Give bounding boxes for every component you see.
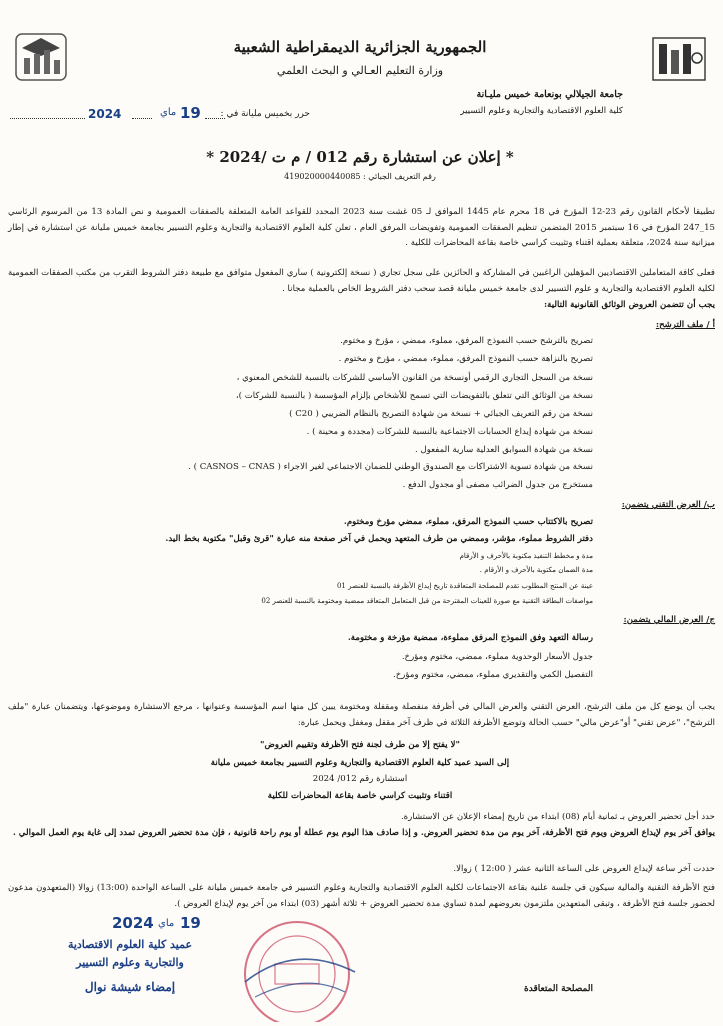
signature-date: 2024 ماي 19: [112, 914, 201, 932]
list-item: نسخة من رقم التعريف الجبائي + نسخة من شهادة التصريح بالنظام الضريبي ( C20 ): [289, 409, 593, 419]
intro-paragraph: فعلى كافة المتعاملين الاقتصاديين المؤهلين الراغبين في المشاركة و الحائزين على سجل تجاري ( نسخة إلكترونية ) ساري المفعول متوافق مع طبيعة دفتر الشروط التقرب من مكتب الصفقات العمومية لكلية العلوم الاقتصادية والتجارية و علوم التسيير لدى جامعة خميس مليانة قصد سحب دفتر الشروط الخاص بالعملية مجانا .: [8, 268, 715, 294]
list-item: نسخة من شهادة إيداع الحسابات الاجتماعية بالنسبة للشركات (مجددة و محينة ) .: [306, 427, 593, 437]
envelope-subject: اقتناء وتثبيت كراسي خاصة بقاعة المحاضرات للكلية: [267, 791, 453, 801]
deadline-paragraph: يوافق آخر يوم لإيداع العروض ويوم فتح الأظرفة، آخر يوم من مدة تحضير العروض. و إذا صادف هذا اليوم يوم عطلة أو يوم راحة قانونية ، فإن مدة تحضير العروض تمدد إلى غاية يوم العمل الموالي .: [12, 828, 715, 838]
list-item: تصريح بالاكتتاب حسب النموذج المرفق، مملوء، ممضي مؤرخ ومختوم.: [343, 517, 593, 527]
university-logo: [649, 34, 709, 84]
signature-title-1: عميد كلية العلوم الاقتصادية: [67, 938, 193, 951]
list-item: مدة و مخطط التنفيذ مكتوبة بالأحرف و الأرقام: [459, 552, 593, 560]
list-item: نسخة من شهادة السوابق العدلية سارية المفعول .: [415, 445, 593, 455]
date-month: ماي: [160, 107, 177, 118]
list-item: نسخة من السجل التجاري الرقمي أونسخة من القانون الأساسي للشركات بالنسبة للشخص المعنوي ،: [236, 373, 593, 383]
tax-id: رقم التعريف الجبائي : 419020000440085: [284, 172, 436, 181]
list-item: تصريح بالنزاهة حسب النموذج المرفق، مملوء، ممضي ، مؤرخ و مختوم .: [338, 354, 593, 364]
list-item: مستخرج من جدول الضرائب مصفى أو مجدول الدفع .: [402, 480, 593, 490]
university-name: جامعة الجيلالي بونعامة خميس مليـانة: [476, 89, 623, 100]
place-label: حرر بخميس مليانة في :: [220, 109, 310, 119]
list-item: مواصفات البطاقة التقنية مع صورة للعينات المقترحة من قبل المتعامل المتعاقد ممضية ومختومة بالنسبة للعنصر 02: [261, 597, 593, 605]
official-stamp: [225, 912, 385, 1022]
section-a-title: أ / ملف الترشح:: [655, 320, 715, 330]
envelope-addressee: إلى السيد عميد كلية العلوم الاقتصادية والتجارية وعلوم التسيير بجامعة خميس مليانة: [210, 758, 510, 768]
list-item: نسخة من الوثائق التي تتعلق بالتفويضات التي تسمح للأشخاص بإلزام المؤسسة ( بالنسبة للشركات )،: [235, 391, 593, 401]
list-item: رسالة التعهد وفق النموذج المرفق مملوءة، ممضية مؤرخة و مختومة.: [347, 633, 593, 643]
deadline-paragraph: حدد أجل تحضير العروض بـ ثمانية أيام (08) ابتداء من تاريخ إمضاء الإعلان عن الاستشارة.: [400, 812, 715, 822]
date-line: [10, 104, 310, 128]
signature-title-2: والتجارية وعلوم التسيير: [76, 956, 184, 969]
section-b-title: ب/ العرض التقني يتضمن:: [621, 500, 715, 510]
list-item: جدول الأسعار الوحدوية مملوء، ممضي، مختوم ومؤرخ.: [401, 652, 593, 662]
intro-paragraph: تطبيقا لأحكام القانون رقم 23-12 المؤرخ في 18 محرم عام 1445 الموافق لـ 05 غشت سنة 2023 المحدد للقواعد العامة المتعلقة بالصفقات العمومية و نص المادة 13 من المرسوم الرئاسي 15_247 المؤرخ في 16 سبتمبر 2015 المتضمن تنظيم الصفقات العمومية وتفويضات المرفق العام ، تعلن كلية العلوم الاقتصادية والتجارية وعلوم التسيير بجامعة خميس مليانة عن استشارة في إطار ميزانية سنة 2024، متعلقة بعملية اقتناء وتثبيت كراسي خاصة بقاعة المحاضرات للكلية .: [8, 207, 716, 248]
intro-paragraph: يجب أن تتضمن العروض الوثائق القانونية التالية:: [543, 300, 715, 310]
republic-heading: الجمهورية الجزائرية الديمقراطية الشعبية: [233, 38, 487, 56]
list-item: نسخة من شهادة تسوية الاشتراكات مع الصندوق الوطني للضمان الاجتماعي لغير الاجراء ( CASNOS – CNAS ) .: [188, 462, 593, 472]
section-c-title: ج/ العرض المالي يتضمن:: [623, 615, 715, 625]
faculty-logo: [10, 30, 72, 85]
faculty-name: كلية العلوم الاقتصادية والتجارية وعلوم التسيير: [460, 106, 623, 116]
envelope-quote: "لا يفتح إلا من طرف لجنة فتح الأظرفة وتقييم العروض": [259, 740, 460, 750]
signature-name: إمضاء شيشة نوال: [84, 980, 176, 994]
envelope-paragraph: يجب أن يوضع كل من ملف الترشح، العرض التقني والعرض المالي في أظرفة منفصلة ومقفلة ومختومة يبين كل منها اسم المؤسسة وعنوانها ، مرجع الاستشارة وموضوعها، ويتضمنان عبارة "ملف الترشح"، "عرض تقني" أو"عرض مالي" حسب الحالة وتوضع الأظرفة الثلاثة في ظرف آخر مقفل ومغفل ويحمل عبارة:: [8, 702, 715, 728]
list-item: تصريح بالترشح حسب النموذج المرفق، مملوء، ممضي ، مؤرخ و مختوم.: [340, 336, 593, 346]
deadline-paragraph: فتح الأظرفة التقنية والمالية سيكون في جلسة علنية بقاعة الاجتماعات لكلية العلوم الاقتصادية والتجارية وعلوم التسيير في جامعة خميس مليانة على الساعة الواحدة (13:00) زوالا (المتعهدون مدعون لحضور جلسة فتح الأظرفة ، وتبقى المتعهدين ملتزمون بعروضهم لمدة تساوي مدة تحضير العروض + ثلاثة أشهر (03) ابتداء من آخر يوم لإيداع العروض ).: [8, 883, 715, 909]
list-item: مدة الضمان مكتوبة بالأحرف و الأرقام .: [479, 566, 593, 574]
announcement-title: * إعلان عن استشارة رقم 012 / م ت /2024 *: [206, 148, 514, 166]
contracting-authority: المصلحة المتعاقدة: [524, 984, 593, 994]
envelope-ref: استشارة رقم 012/ 2024: [312, 774, 408, 784]
date-year: 2024: [88, 107, 122, 121]
date-day: 19: [180, 104, 201, 122]
list-item: التفصيل الكمي والتقديري مملوء، ممضي، مختوم ومؤرخ.: [393, 670, 593, 680]
ministry-heading: وزارة التعليم العـالي و البحث العلمي: [276, 64, 444, 77]
deadline-paragraph: حددت آخر ساعة لإيداع العروض على الساعة الثانية عشر ( 12:00 ) زوالا.: [453, 864, 715, 874]
list-item: عينة عن المنتج المطلوب تقدم للمصلحة المتعاقدة تاريخ إيداع الأظرفة بالنسبة للعنصر 01: [336, 582, 593, 590]
list-item: دفتر الشروط مملوء، مؤشر، وممضي من طرف المتعهد ويحمل في آخر صفحة منه عبارة "قرئ وقبل" مكتوبة بخط اليد.: [165, 534, 593, 544]
